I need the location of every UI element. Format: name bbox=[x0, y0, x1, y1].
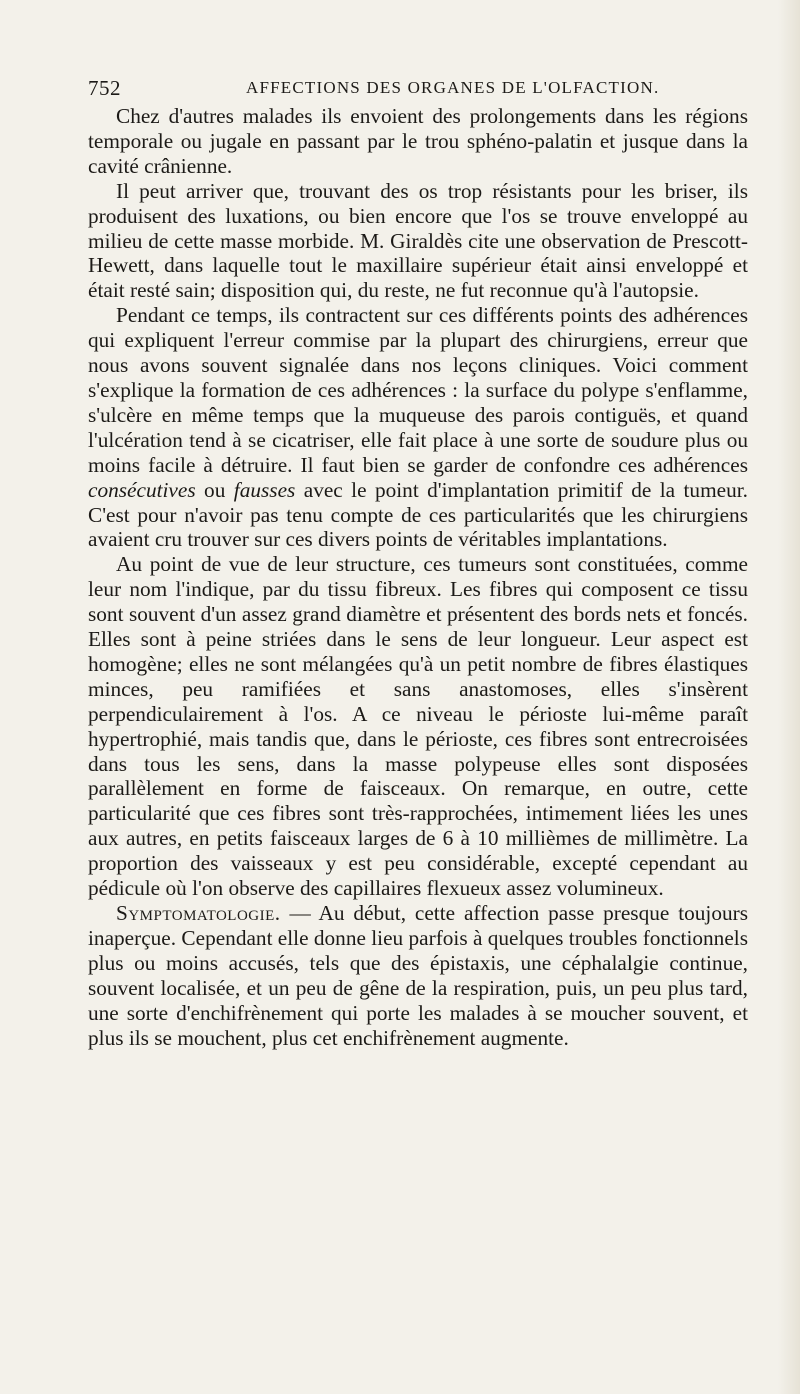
italic-term-consecutives: consécutives bbox=[88, 477, 196, 502]
paragraph-text: Pendant ce temps, ils contractent sur ces différents points des adhérences qui expliquent l'erreur commise par la plupart des chirurgiens, erreur que nous avons souvent signalée dans nos leçons cliniques. Voici comment s'explique la formation de ces adhérences : la surface du polype s'enflamme, s'ulcère en même temps que la muqueuse des parois contiguës, et quand l'ulcération tend à se cicatriser, elle fait place à une sorte de soudure plus ou moins facile à détruire. Il faut bien se garder de confondre ces adhérences bbox=[88, 303, 748, 477]
italic-term-fausses: fausses bbox=[233, 477, 296, 502]
paragraph-extensions bbox=[88, 104, 748, 179]
page-edge-shadow bbox=[778, 0, 800, 1394]
body-text bbox=[88, 104, 748, 1050]
paragraph-adherences bbox=[88, 303, 748, 552]
paragraph-text: ou bbox=[195, 477, 234, 502]
section-heading: Symptomatologie. bbox=[116, 901, 281, 925]
paragraph-text: avec le point d'implantation primitif de la tumeur. C'est pour n'avoir pas tenu compte de ces particularités que les chirurgiens avaient cru trouver sur ces divers points de véritables implantations. bbox=[88, 477, 748, 552]
paragraph-text: Au point de vue de leur structure, ces tumeurs sont constituées, comme leur nom l'indique, par du tissu fibreux. Les fibres qui composent ce tissu sont souvent d'un assez grand diamètre et présentent des bords nets et foncés. Elles sont à peine striées dans le sens de leur longueur. Leur aspect est homogène; elles ne sont mélangées qu'à un petit nombre de fibres élastiques minces, peu ramifiées et sans anastomoses, elles s'insèrent perpendiculairement à l'os. A ce niveau le périoste lui-même paraît hypertrophié, mais tandis que, dans le périoste, ces fibres sont entrecroisées dans tous les sens, dans la masse polypeuse elles sont disposées parallèlement en forme de faisceaux. On remarque, en outre, cette particularité que ces fibres sont très-rapprochées, intimement liées les unes aux autres, en petits faisceaux larges de 6 à 10 millièmes de millimètre. La proportion des vaisseaux y est peu considérable, excepté cependant au pédicule où l'on observe des capillaires flexueux assez volumineux. bbox=[88, 552, 748, 901]
page-header bbox=[88, 76, 748, 104]
page-number: 752 bbox=[88, 76, 121, 100]
paragraph-text: — Au début, cette affection passe presque toujours inaperçue. Cependant elle donne lieu parfois à quelques troubles fonctionnels plus ou moins accusés, tels que des épistaxis, une céphalalgie continue, souvent localisée, et un peu de gêne de la respiration, puis, un peu plus tard, une sorte d'enchifrènement qui porte les malades à se moucher souvent, et plus ils se mouchent, plus cet enchifrènement augmente. bbox=[88, 901, 748, 1050]
paragraph-symptomatologie bbox=[88, 901, 748, 1050]
paragraph-text: Il peut arriver que, trouvant des os trop résistants pour les briser, ils produisent des luxations, ou bien encore que l'os se trouve enveloppé au milieu de cette masse morbide. M. Giraldès cite une observation de Prescott-Hewett, dans laquelle tout le maxillaire supérieur était ainsi enveloppé et était resté sain; disposition qui, du reste, ne fut reconnue qu'à l'autopsie. bbox=[88, 178, 748, 303]
paragraph-text: Chez d'autres malades ils envoient des prolongements dans les régions temporale ou jugale en passant par le trou sphéno-palatin et jusque dans la cavité crânienne. bbox=[88, 104, 748, 178]
paragraph-structure bbox=[88, 552, 748, 901]
paragraph-luxations bbox=[88, 179, 748, 304]
running-head: AFFECTIONS DES ORGANES DE L'OLFACTION. bbox=[246, 78, 660, 97]
